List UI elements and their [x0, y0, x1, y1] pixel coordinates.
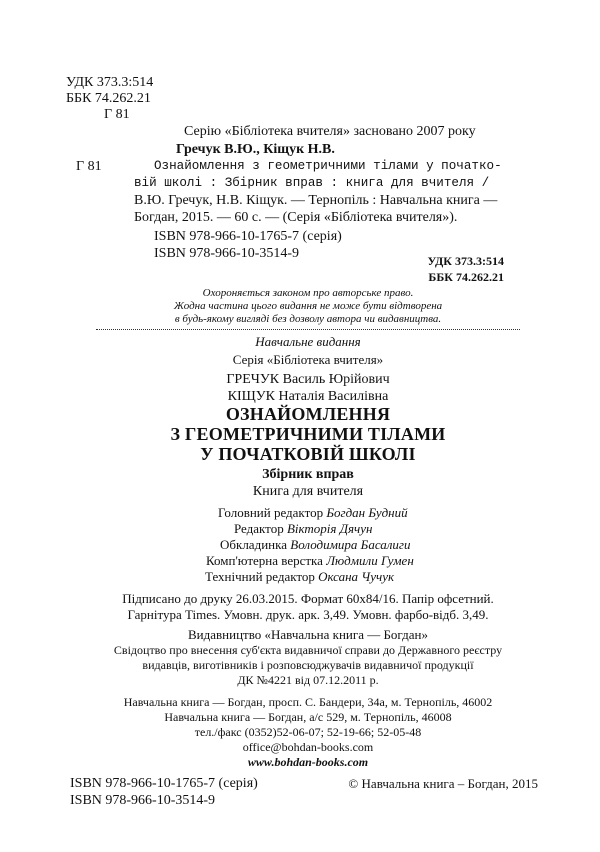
credit-role: Комп'ютерна верстка — [206, 553, 323, 568]
credit-name: Володимира Басалиги — [290, 537, 411, 552]
publisher-certificate-3: ДК №4221 від 07.12.2011 р. — [237, 673, 379, 687]
publisher-certificate-1: Свідоцтво про внесення суб'єкта видавничої справи до Державного реєстру — [113, 643, 503, 657]
address-2: Навчальна книга — Богдан, а/с 529, м. Тернопіль, 46008 — [164, 710, 452, 724]
record-line-2: вій школі : Збірник вправ : книга для вчителя / — [134, 176, 490, 190]
print-info-1: Підписано до друку 26.03.2015. Формат 60х84/16. Папір офсетний. — [122, 591, 494, 606]
email: office@bohdan-books.com — [242, 740, 374, 754]
book-title-line-1: ОЗНАЙОМЛЕННЯ — [225, 404, 391, 424]
record-line-4: Богдан, 2015. — 60 с. — (Серія «Бібліотека вчителя»). — [134, 210, 458, 225]
copyright-line: © Навчальна книга – Богдан, 2015 — [348, 776, 538, 791]
record-line-1: Ознайомлення з геометричними тілами у початко- — [154, 159, 502, 173]
credit-tech-editor — [205, 569, 394, 585]
copyright-notice-3: в будь-якому вигляді без дозволу автора чи видавництва. — [174, 313, 442, 325]
credit-name: Богдан Будний — [326, 505, 408, 520]
credit-role: Головний редактор — [218, 505, 324, 520]
author-name-1: ГРЕЧУК Василь Юрійович — [226, 372, 390, 387]
author-mark: Г 81 — [104, 107, 130, 122]
record-isbn-series: ISBN 978-966-10-1765-7 (серія) — [154, 229, 342, 244]
book-title-line-2: З ГЕОМЕТРИЧНИМИ ТІЛАМИ — [170, 424, 446, 444]
section-divider — [96, 329, 520, 330]
bottom-isbn-book: ISBN 978-966-10-3514-9 — [70, 793, 216, 808]
udk-code: УДК 373.3:514 — [66, 75, 154, 90]
credit-name: Вікторія Дячун — [286, 521, 373, 536]
right-udk: УДК 373.3:514 — [427, 254, 504, 268]
record-mark: Г 81 — [76, 159, 102, 174]
book-title-line-3: У ПОЧАТКОВІЙ ШКОЛІ — [200, 444, 416, 464]
record-line-3: В.Ю. Гречук, Н.В. Кіщук. — Тернопіль : Навчальна книга — — [134, 193, 498, 208]
copyright-notice-2: Жодна частина цього видання не може бути відтворена — [173, 300, 443, 312]
credit-layout — [206, 553, 414, 569]
right-bbk: ББК 74.262.21 — [428, 270, 504, 284]
series-line: Серія «Бібліотека вчителя» — [232, 352, 384, 367]
credit-chief-editor — [218, 505, 408, 521]
credit-role: Технічний редактор — [205, 569, 315, 584]
publisher-certificate-2: видавців, виготівників і розповсюджувачів видавничої продукції — [142, 658, 474, 672]
credit-role: Обкладинка — [220, 537, 287, 552]
bottom-isbn-series: ISBN 978-966-10-1765-7 (серія) — [70, 776, 258, 791]
copyright-notice-1: Охороняється законом про авторське право. — [202, 287, 414, 299]
record-isbn-book: ISBN 978-966-10-3514-9 — [154, 246, 300, 261]
website-link[interactable]: www.bohdan-books.com — [247, 755, 369, 769]
credit-name: Людмили Гумен — [326, 553, 414, 568]
bbk-code: ББК 74.262.21 — [66, 91, 151, 106]
phone-fax: тел./факс (0352)52-06-07; 52-19-66; 52-05-48 — [194, 725, 422, 739]
subtitle: Збірник вправ — [262, 467, 354, 482]
series-founded: Серію «Бібліотека вчителя» засновано 2007 року — [184, 124, 476, 139]
credit-name: Оксана Чучук — [318, 569, 395, 584]
credit-role: Редактор — [234, 521, 284, 536]
credit-editor — [234, 521, 372, 537]
record-authors: Гречук В.Ю., Кіщук Н.В. — [176, 142, 335, 157]
credit-cover — [220, 537, 411, 553]
edition-type: Навчальне видання — [255, 334, 361, 349]
address-1: Навчальна книга — Богдан, просп. С. Бандери, 34а, м. Тернопіль, 46002 — [123, 695, 493, 709]
publisher-name: Видавництво «Навчальна книга — Богдан» — [188, 627, 428, 642]
author-name-2: КІЩУК Наталія Василівна — [227, 389, 389, 404]
subtitle-book-type: Книга для вчителя — [252, 484, 364, 499]
print-info-2: Гарнітура Times. Умовн. друк. арк. 3,49. Умовн. фарбо-відб. 3,49. — [127, 607, 489, 622]
